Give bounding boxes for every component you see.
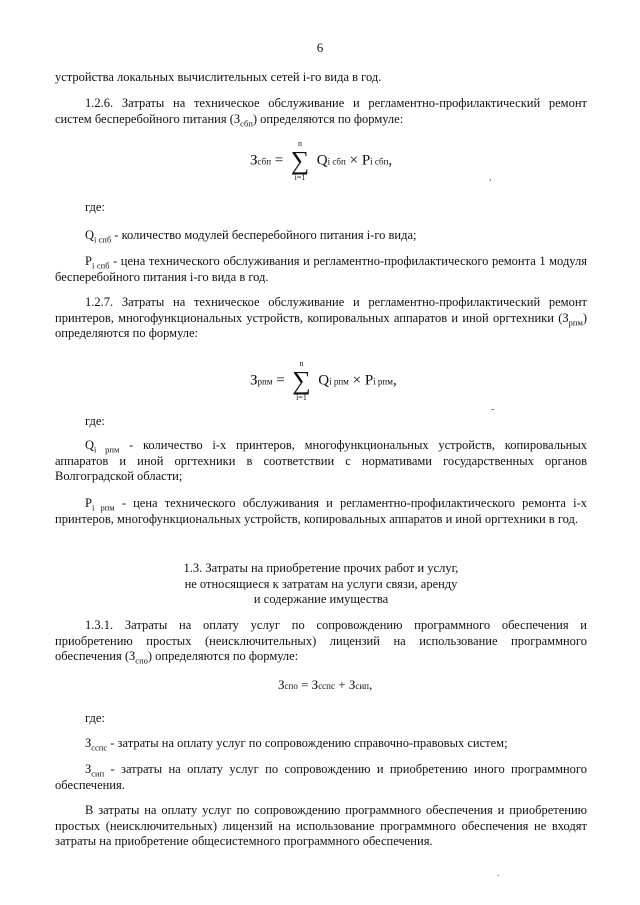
formula-ups-p: P bbox=[361, 152, 371, 169]
formula-software-a-sub: сспс bbox=[318, 681, 335, 691]
formula-ups-lhs: З bbox=[250, 152, 258, 169]
sigma-icon: ∑ bbox=[292, 366, 311, 395]
where-label-3: где: bbox=[85, 711, 105, 725]
paragraph-1-3-1-sub: спо bbox=[135, 655, 148, 666]
formula-printers-q: Q bbox=[318, 372, 330, 389]
definition-q-ups-sub: i спб bbox=[94, 234, 112, 245]
formula-software-a: З bbox=[311, 677, 319, 692]
definition-z-sip-symbol: З bbox=[85, 762, 92, 776]
scan-mark: - bbox=[491, 404, 495, 415]
definition-q-ups-symbol: Q bbox=[85, 228, 95, 242]
formula-printers-p: P bbox=[364, 372, 374, 389]
definition-p-printers bbox=[55, 496, 587, 527]
paragraph-1-2-7-sub: рпм bbox=[568, 317, 583, 327]
paragraph-1-2-6-end: ) определяются по формуле: bbox=[252, 111, 404, 126]
formula-ups-lhs-sub: сбп bbox=[257, 156, 272, 167]
sum-bottom: i=1 bbox=[296, 393, 307, 402]
formula-printers-q-sub: i рпм bbox=[329, 376, 349, 387]
formula-software-lhs-sub: спо bbox=[284, 681, 298, 691]
formula-printers-eq: = bbox=[276, 372, 285, 389]
formula-software-b: З bbox=[348, 677, 356, 692]
definition-z-sip-sub: сип bbox=[91, 768, 105, 779]
definition-q-ups-text: - количество модулей бесперебойного питания i-го вида; bbox=[111, 228, 417, 242]
scan-mark: , bbox=[489, 172, 492, 183]
definition-z-sps-text: - затраты на оплату услуг по сопровождению справочно-правовых систем; bbox=[107, 736, 508, 750]
formula-printers-lhs: З bbox=[250, 372, 258, 389]
definition-p-printers-text: - цена технического обслуживания и регламентно-профилактического ремонта i-х принтеров, многофункциональных устройств, копировальных аппаратов и иной оргтехники в год. bbox=[55, 496, 587, 526]
where-label-1: где: bbox=[85, 200, 105, 214]
paragraph-1-2-6 bbox=[55, 96, 587, 127]
formula-printers-lhs-sub: рпм bbox=[257, 376, 273, 387]
formula-ups-times: × bbox=[349, 152, 359, 169]
formula-software-tail: , bbox=[369, 677, 373, 692]
definition-p-printers-sub: i рпм bbox=[91, 502, 115, 513]
paragraph-1-2-7 bbox=[55, 295, 587, 342]
definition-z-sps-symbol: З bbox=[85, 736, 92, 750]
formula-ups-tail: , bbox=[388, 152, 393, 169]
definition-q-printers bbox=[55, 438, 587, 485]
formula-ups-p-sub: i сбп bbox=[370, 156, 389, 167]
scan-mark: . bbox=[497, 868, 500, 879]
section-heading-1-3 bbox=[55, 561, 587, 608]
formula-printers-times: × bbox=[352, 372, 362, 389]
where-label-2: где: bbox=[85, 414, 105, 428]
paragraph-1-2-6-sub: сбп bbox=[240, 118, 253, 128]
definition-q-printers-sub: i рпм bbox=[94, 444, 120, 455]
formula-software-b-sub: сип bbox=[355, 681, 369, 691]
definition-z-sip bbox=[55, 762, 587, 793]
page-number: 6 bbox=[316, 40, 324, 55]
section-heading-line-3: и содержание имущества bbox=[253, 592, 389, 606]
sum-sign bbox=[291, 360, 313, 402]
paragraph-1-3-1-text: 1.3.1. Затраты на оплату услуг по сопровождению программного обеспечения и приобретению простых (неисключительных) лицензий на использование программного обеспечения (З bbox=[55, 618, 587, 663]
section-heading-line-2: не относящиеся к затратам на услуги связи, аренду bbox=[184, 576, 458, 591]
definition-p-ups-symbol: P bbox=[85, 254, 92, 268]
formula-ups-eq: = bbox=[274, 152, 284, 169]
formula-ups bbox=[250, 140, 392, 182]
sum-top: n bbox=[297, 139, 302, 148]
definition-z-sps bbox=[55, 736, 587, 752]
definition-z-sps-sub: сспс bbox=[91, 742, 108, 753]
formula-software-plus: + bbox=[338, 677, 346, 692]
sum-top: n bbox=[299, 359, 304, 368]
paragraph-1-2-6-text: 1.2.6. Затраты на техническое обслуживание и регламентно-профилактический ремонт систем бесперебойного питания (З bbox=[55, 96, 587, 126]
formula-printers-p-sub: i рпм bbox=[373, 376, 393, 387]
paragraph-1-3-1-end: ) определяются по формуле: bbox=[147, 649, 299, 663]
definition-q-printers-symbol: Q bbox=[85, 438, 95, 452]
definition-p-ups bbox=[55, 254, 587, 285]
formula-ups-q-sub: i сбп bbox=[327, 156, 346, 167]
formula-printers-tail: , bbox=[392, 372, 397, 389]
formula-software-eq: = bbox=[301, 677, 309, 692]
section-heading-line-1: 1.3. Затраты на приобретение прочих работ и услуг, bbox=[183, 561, 459, 575]
paragraph-1-3-1 bbox=[55, 618, 587, 665]
definition-p-ups-text: - цена технического обслуживания и регламентно-профилактического ремонта 1 модуля бесперебойного питания i-го вида в год. bbox=[55, 254, 587, 284]
formula-printers bbox=[250, 360, 397, 402]
sum-bottom: i=1 bbox=[294, 173, 306, 182]
definition-q-ups bbox=[55, 228, 587, 244]
formula-ups-q: Q bbox=[316, 152, 328, 169]
paragraph-1-2-7-text: 1.2.7. Затраты на техническое обслуживание и регламентно-профилактический ремонт принтеров, многофункциональных устройств, копировальных аппаратов и иной оргтехники (З bbox=[55, 295, 587, 325]
paragraph-final: В затраты на оплату услуг по сопровождению программного обеспечения и приобретению простых (неисключительных) лицензий на использование программного обеспечения не входят затраты на приобретение общесистемного программного обеспечения. bbox=[55, 803, 587, 848]
sum-sign bbox=[289, 140, 311, 182]
formula-software bbox=[278, 677, 372, 695]
definition-p-printers-symbol: P bbox=[85, 496, 92, 510]
sigma-icon: ∑ bbox=[290, 146, 310, 175]
definition-q-printers-text: - количество i-х принтеров, многофункциональных устройств, копировальных аппаратов и иной оргтехники в соответствии с нормативами государственных органов Волгоградской области; bbox=[55, 438, 587, 483]
definition-z-sip-text: - затраты на оплату услуг по сопровождению и приобретению иного программного обеспечения. bbox=[55, 762, 587, 792]
paragraph-intro-tail: устройства локальных вычислительных сетей i-го вида в год. bbox=[55, 70, 382, 84]
paragraph-1-2-7-end: ) определяются по формуле: bbox=[55, 310, 587, 340]
definition-p-ups-sub: i спб bbox=[91, 260, 110, 271]
formula-software-lhs: З bbox=[278, 677, 285, 692]
